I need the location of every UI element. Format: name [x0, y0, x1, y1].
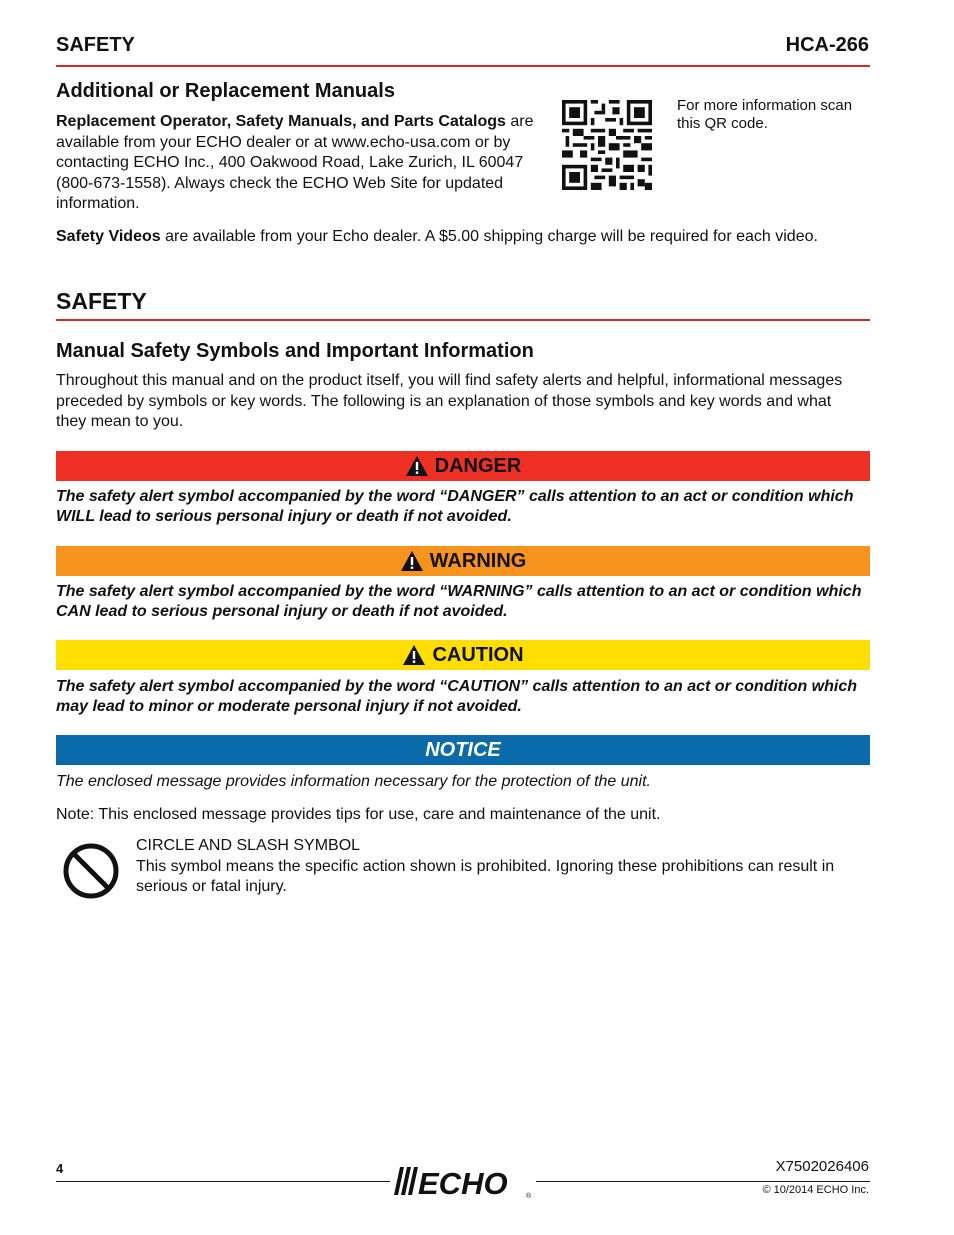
danger-label: DANGER — [434, 454, 522, 477]
videos-rest: are available from your Echo dealer. A $5.00 shipping charge will be required for each video. — [160, 228, 818, 245]
footer-rule-right — [536, 1181, 870, 1182]
header-section: SAFETY — [56, 34, 135, 56]
danger-banner — [56, 451, 870, 481]
safety-title: SAFETY — [56, 288, 147, 314]
warning-triangle-icon — [400, 550, 424, 572]
videos-bold: Safety Videos — [56, 228, 161, 245]
note-text: Note: This enclosed message provides tips for use, care and maintenance of the unit. — [56, 806, 661, 823]
safety-rule — [56, 319, 870, 321]
warning-text: The safety alert symbol accompanied by the word “WARNING” calls attention to an act or condition which CAN lead to serious personal injury or death if not avoided. — [56, 583, 862, 620]
warning-triangle-icon — [402, 644, 426, 666]
document-number: X7502026406 — [775, 1158, 869, 1175]
warning-label: WARNING — [429, 549, 527, 572]
qr-note: For more information scan this QR code. — [677, 97, 853, 132]
circle-text: This symbol means the specific action shown is prohibited. Ignoring these prohibitions can result in serious or fatal injury. — [136, 857, 835, 895]
circle-block — [136, 836, 870, 898]
videos-paragraph — [56, 227, 876, 248]
footer-rule-left — [56, 1181, 390, 1182]
safety-subtitle: Manual Safety Symbols and Important Information — [56, 340, 534, 362]
manuals-title: Additional or Replacement Manuals — [56, 80, 395, 102]
copyright: © 10/2014 ECHO Inc. — [762, 1184, 869, 1196]
notice-banner — [56, 735, 870, 765]
caution-text: The safety alert symbol accompanied by the word “CAUTION” calls attention to an act or condition which may lead to minor or moderate personal injury if not avoided. — [56, 678, 858, 715]
danger-text: The safety alert symbol accompanied by the word “DANGER” calls attention to an act or condition which WILL lead to serious personal injury or death if not avoided. — [56, 488, 854, 525]
warning-triangle-icon — [405, 455, 429, 477]
safety-intro: Throughout this manual and on the product itself, you will find safety alerts and helpful, informational messages preceded by symbols or key words. The following is an explanation of those symbols and key words and what they mean to you. — [56, 372, 843, 430]
svg-text:®: ® — [526, 1193, 532, 1199]
warning-banner — [56, 546, 870, 576]
circle-title: CIRCLE AND SLASH SYMBOL — [136, 837, 361, 854]
manuals-paragraph — [56, 112, 538, 215]
prohibition-icon — [62, 842, 120, 900]
manuals-lead-bold: Replacement Operator, Safety Manuals, and Parts Catalogs — [56, 113, 506, 130]
header-model: HCA-266 — [785, 34, 869, 56]
page-number: 4 — [56, 1161, 64, 1176]
manuals-lead-rest: are available from your ECHO dealer or at www.echo-usa.com or by contacting ECHO Inc., 400 Oakwood Road, Lake Zurich, IL 60047 (800-673-1558). Always check the ECHO Web Site for updated information. — [56, 113, 534, 212]
echo-logo — [392, 1165, 534, 1199]
notice-text: The enclosed message provides information necessary for the protection of the unit. — [56, 773, 651, 790]
caution-banner — [56, 640, 870, 670]
qr-code-icon[interactable] — [562, 100, 652, 190]
header-rule — [56, 65, 870, 67]
notice-label: NOTICE — [425, 738, 501, 761]
caution-label: CAUTION — [432, 643, 524, 666]
echo-logo-text: ECHO — [418, 1166, 508, 1199]
